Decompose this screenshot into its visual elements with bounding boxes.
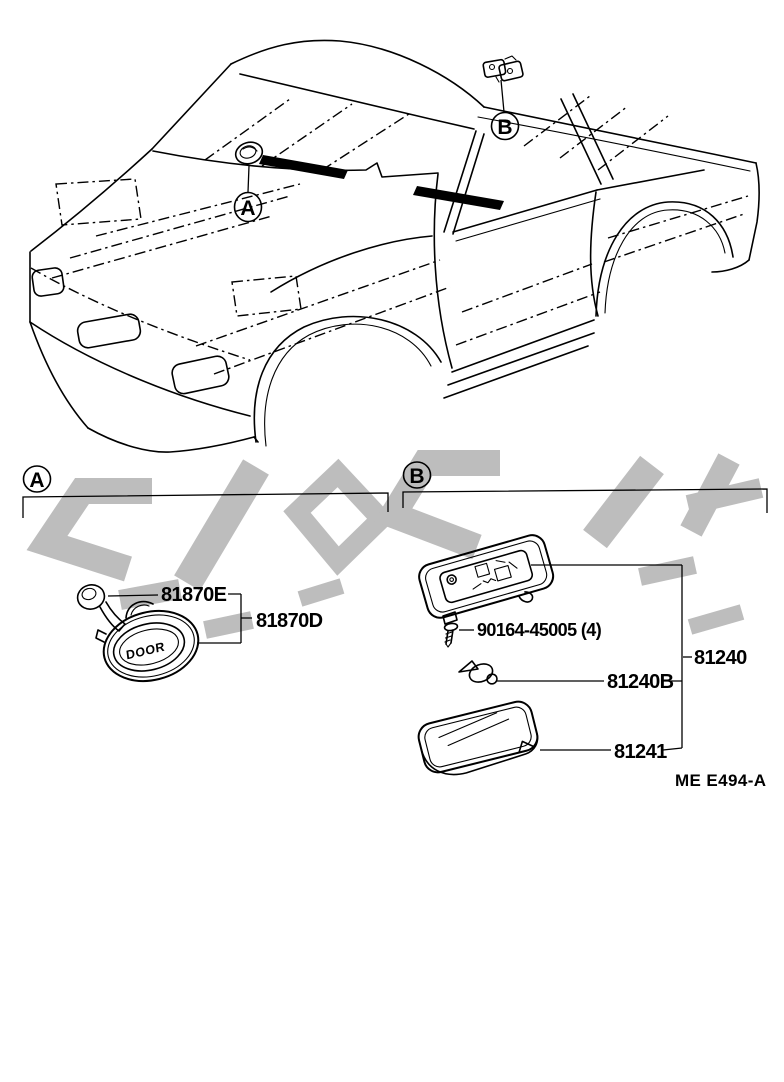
callout-b-letter: B [497,116,513,139]
car-body-drawing [30,40,759,452]
callout-a-letter: A [240,197,256,220]
label-81870e: 81870E [161,584,227,606]
label-81240b: 81240B [607,671,674,693]
section-b-letter: B [409,465,425,488]
section-a-letter: A [29,469,45,492]
bulb-81240b-drawing [459,661,498,686]
door-lamp-lens-text: DOOR [125,639,166,663]
bracket-81240 [531,565,682,748]
label-81240: 81240 [694,647,747,669]
drawing-code: ME E494-A [675,771,767,790]
label-81241: 81241 [614,741,667,763]
lens-81241-drawing [416,699,542,782]
car-callout-a [235,166,262,222]
door-lamp-81870d-drawing [96,601,206,690]
clip-81870e-drawing [75,582,125,631]
label-90164-45005: 90164-45005 (4) [477,620,602,640]
lamp-housing-81240-drawing [416,532,558,629]
watermark-logo [47,459,761,630]
roof-lamp-location [483,56,524,82]
label-81870d: 81870D [256,610,323,632]
